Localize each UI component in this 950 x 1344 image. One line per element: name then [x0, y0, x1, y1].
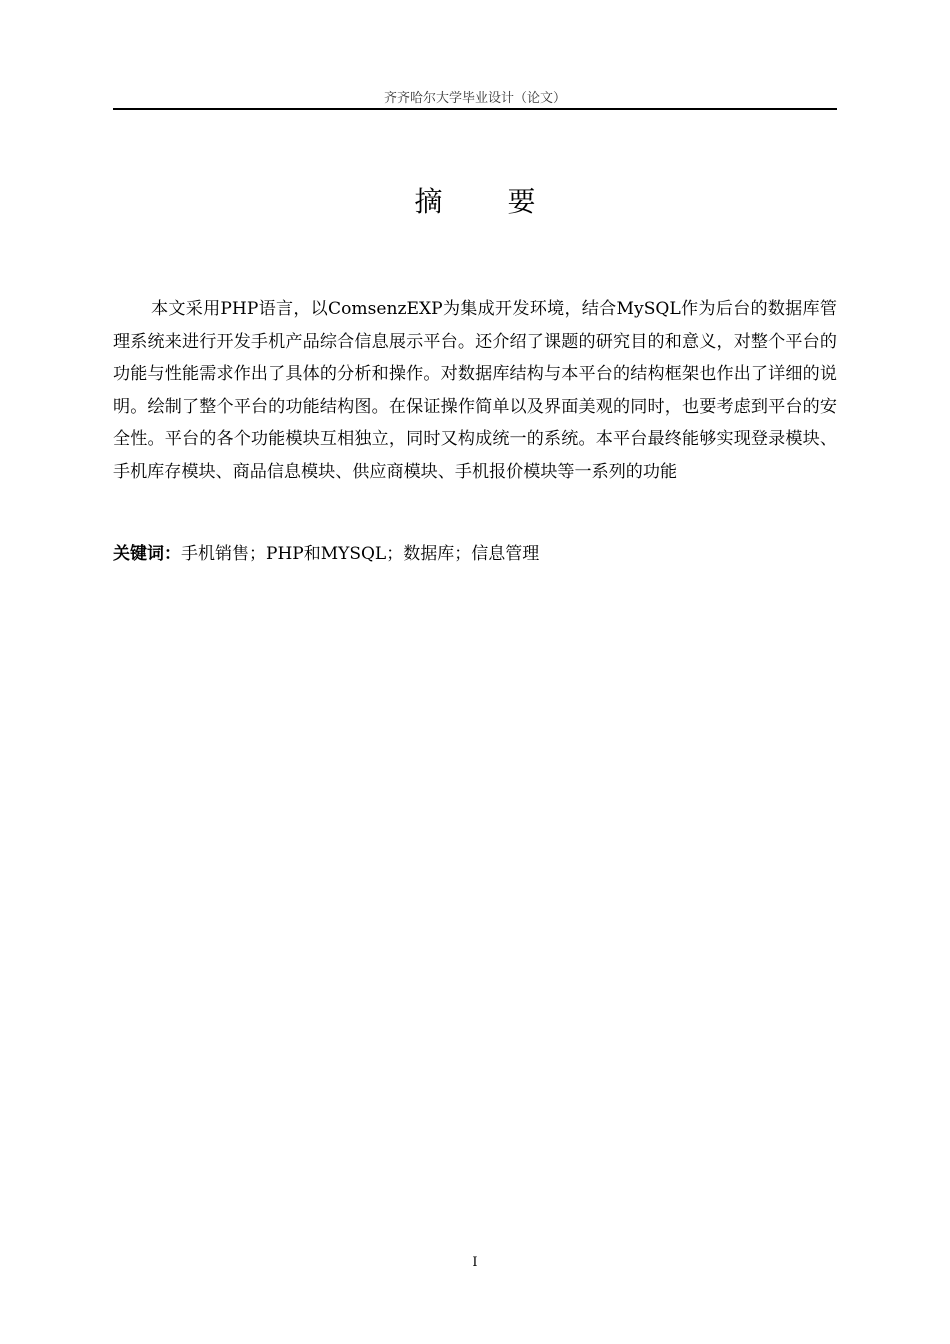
page-number: I [472, 1255, 478, 1270]
abstract-paragraph: 本文采用PHP语言，以ComsenzEXP为集成开发环境，结合MySQL作为后台的数据库管理系统来进行开发手机产品综合信息展示平台。还介绍了课题的研究目的和意义，对整个平台的功能与性能需求作出了具体的分析和操作。对数据库结构与本平台的结构框架也作出了详细的说明。绘制了整个平台的功能结构图。在保证操作简单以及界面美观的同时，也要考虑到平台的安全性。平台的各个功能模块互相独立，同时又构成统一的系统。本平台最终能够实现登录模块、手机库存模块、商品信息模块、供应商模块、手机报价模块等一系列的功能 [113, 299, 837, 482]
keywords-line [113, 538, 837, 570]
page-header: 齐齐哈尔大学毕业设计（论文） [383, 91, 566, 106]
header-rule [113, 108, 837, 110]
keywords-label: 关键词： [113, 544, 181, 564]
keywords-text: 手机销售；PHP和MYSQL；数据库；信息管理 [181, 544, 540, 564]
page-title: 摘 要 [414, 185, 564, 218]
